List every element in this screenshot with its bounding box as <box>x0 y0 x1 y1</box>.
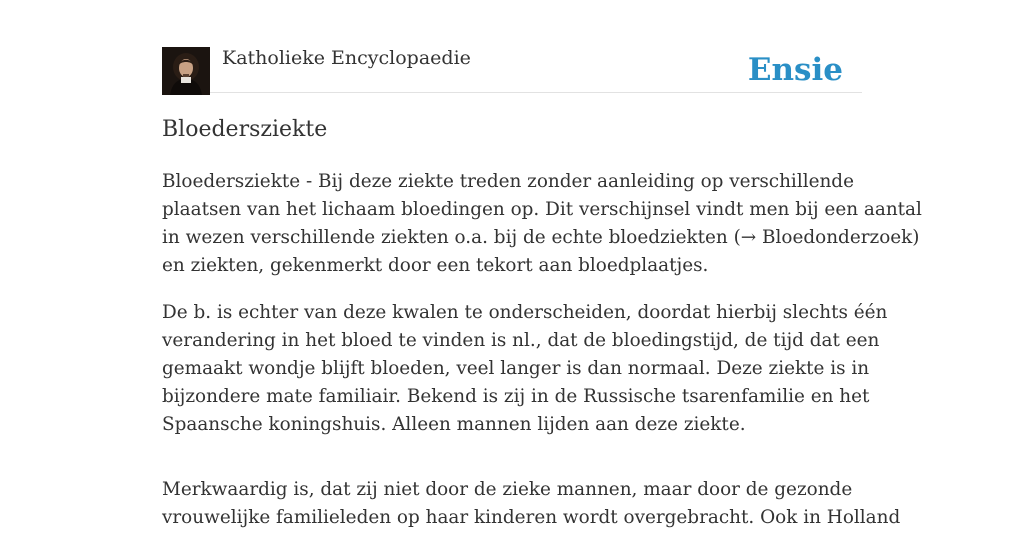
article-body <box>162 168 922 551</box>
avatar[interactable] <box>162 47 210 95</box>
text-line: De b. is echter van deze kwalen te onderscheiden, doordat hierbij slechts één <box>162 302 888 323</box>
site-name[interactable]: Katholieke Encyclopaedie <box>222 47 471 69</box>
text-line: vrouwelijke familieleden op haar kinderen wordt overgebracht. Ook in Holland <box>162 507 901 528</box>
text-line: Merkwaardig is, dat zij niet door de zieke mannen, maar door de gezonde <box>162 479 853 500</box>
portrait-icon <box>162 47 210 95</box>
text-line: Spaansche koningshuis. Alleen mannen lijden aan deze ziekte. <box>162 414 746 435</box>
text-line: Bloedersziekte - Bij deze ziekte treden zonder aanleiding op verschillende <box>162 171 854 192</box>
brand-logo[interactable]: Ensie <box>747 52 843 88</box>
text-line: gemaakt wondje blijft bloeden, veel langer is dan normaal. Deze ziekte is in <box>162 358 870 379</box>
text-line: verandering in het bloed te vinden is nl., dat de bloedingstijd, de tijd dat een <box>162 330 880 351</box>
site-header <box>162 0 862 93</box>
paragraph <box>162 168 922 280</box>
text-line: in wezen verschillende ziekten o.a. bij de echte bloedziekten (→ Bloedonderzoek) <box>162 227 920 248</box>
paragraph <box>162 476 901 532</box>
text-line: bijzondere mate familiair. Bekend is zij in de Russische tsarenfamilie en het <box>162 386 870 407</box>
page-title: Bloedersziekte <box>162 117 328 142</box>
paragraph <box>162 299 888 439</box>
text-line: plaatsen van het lichaam bloedingen op. Dit verschijnsel vindt men bij een aantal <box>162 199 922 220</box>
page-container <box>162 0 922 528</box>
text-line: en ziekten, gekenmerkt door een tekort aan bloedplaatjes. <box>162 255 709 276</box>
